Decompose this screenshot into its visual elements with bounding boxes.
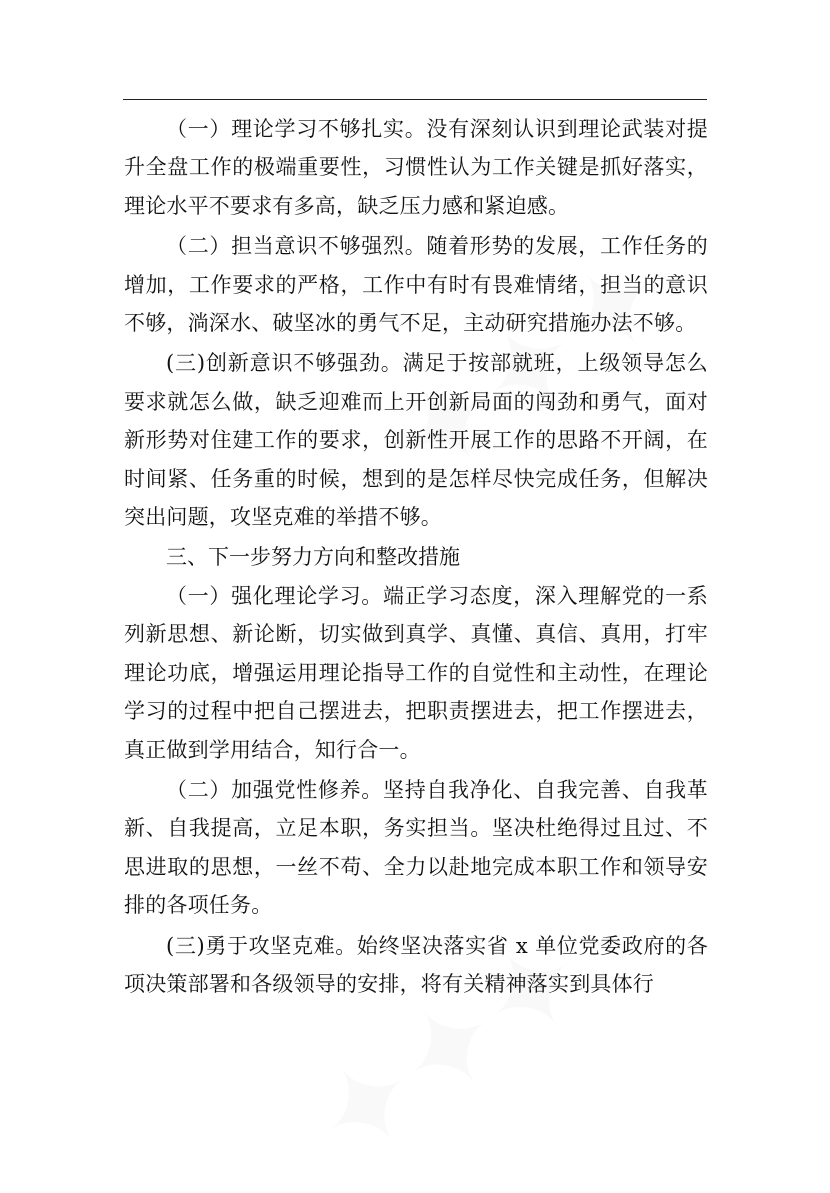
paragraph-tackle-difficulties: (三)勇于攻坚克难。始终坚决落实省 x 单位党委政府的各项决策部署和各级领导的安排，将有关精神落实到具体行 bbox=[124, 933, 708, 996]
document-body bbox=[124, 110, 708, 1003]
section-heading: 三、下一步努力方向和整改措施 bbox=[166, 545, 460, 570]
paragraph-party-cultivation: （二）加强党性修养。坚持自我净化、自我完善、自我革新、自我提高，立足本职，务实担当。坚决杜绝得过且过、不思进取的思想，一丝不苟、全力以赴地完成本职工作和领导安排的各项任务。 bbox=[124, 777, 708, 918]
paragraph-theory-study: （一）理论学习不够扎实。没有深刻认识到理论武装对提升全盘工作的极端重要性，习惯性认为工作关键是抓好落实，理论水平不要求有多高，缺乏压力感和紧迫感。 bbox=[124, 117, 708, 218]
paragraph-innovation: (三)创新意识不够强劲。满足于按部就班，上级领导怎么要求就怎么做，缺乏迎难而上开创新局面的闯劲和勇气，面对新形势对住建工作的要求，创新性开展工作的思路不开阔，在时间紧、任务重的时候，想到的是怎样尽快完成任务，但解决突出问题，攻坚克难的举措不够。 bbox=[124, 351, 708, 530]
header-rule bbox=[123, 99, 707, 100]
paragraph-strengthen-theory: （一）强化理论学习。端正学习态度，深入理解党的一系列新思想、新论断，切实做到真学、真懂、真信、真用，打牢理论功底，增强运用理论指导工作的自觉性和主动性，在理论学习的过程中把自己摆进去，把职责摆进去，把工作摆进去，真正做到学用结合，知行合一。 bbox=[124, 583, 708, 762]
paragraph-responsibility: （二）担当意识不够强烈。随着形势的发展，工作任务的增加，工作要求的严格，工作中有时有畏难情绪，担当的意识不够，淌深水、破坚冰的勇气不足，主动研究措施办法不够。 bbox=[124, 234, 708, 336]
